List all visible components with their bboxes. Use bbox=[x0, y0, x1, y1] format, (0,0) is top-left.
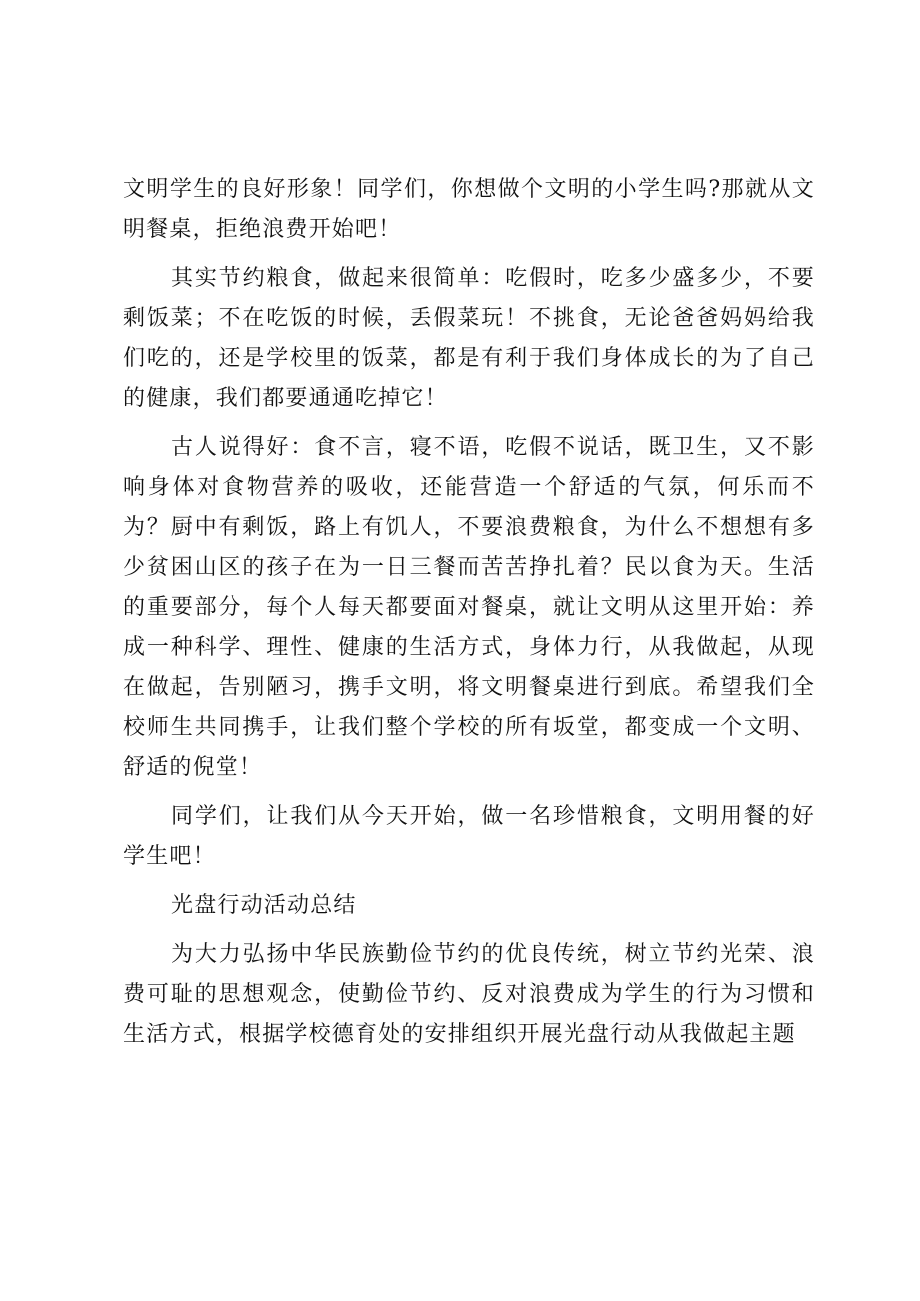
document-body bbox=[123, 170, 815, 1064]
paragraph-summary-intro: 为大力弘扬中华民族勤俭节约的优良传统，树立节约光荣、浪费可耻的思想观念，使勤俭节约、反对浪费成为学生的行为习惯和生活方式，根据学校德育处的安排组织开展光盘行动从我做起主题 bbox=[123, 942, 815, 1047]
paragraph-saving-food: 其实节约粮食，做起来很简单：吃假时，吃多少盛多少，不要剩饭菜；不在吃饭的时候，丢假菜玩！不挑食，无论爸爸妈妈给我们吃的，还是学校里的饭菜，都是有利于我们身体成长的为了自己的健康，我们都要通通吃掉它！ bbox=[123, 266, 815, 411]
section-heading: 光盘行动活动总结 bbox=[171, 893, 357, 918]
paragraph-ancient-saying: 古人说得好：食不言，寝不语，吃假不说话，既卫生，又不影响身体对食物营养的吸收，还能营造一个舒适的气氛，何乐而不为？厨中有剩饭，路上有饥人，不要浪费粮食，为什么不想想有多少贫困山区的孩子在为一日三餐而苦苦挣扎着？民以食为天。生活的重要部分，每个人每天都要面对餐桌，就让文明从这里开始：养成一种科学、理性、健康的生活方式，身体力行，从我做起，从现在做起，告别陋习，携手文明，将文明餐桌进行到底。希望我们全校师生共同携手，让我们整个学校的所有坂堂，都变成一个文明、舒适的倪堂！ bbox=[123, 435, 815, 780]
paragraph-intro-continuation: 文明学生的良好形象！同学们，你想做个文明的小学生吗?那就从文明餐桌，拒绝浪费开始吧！ bbox=[123, 177, 815, 242]
paragraph-call-to-action: 同学们，让我们从今天开始，做一名珍惜粮食，文明用餐的好学生吧！ bbox=[123, 804, 815, 869]
